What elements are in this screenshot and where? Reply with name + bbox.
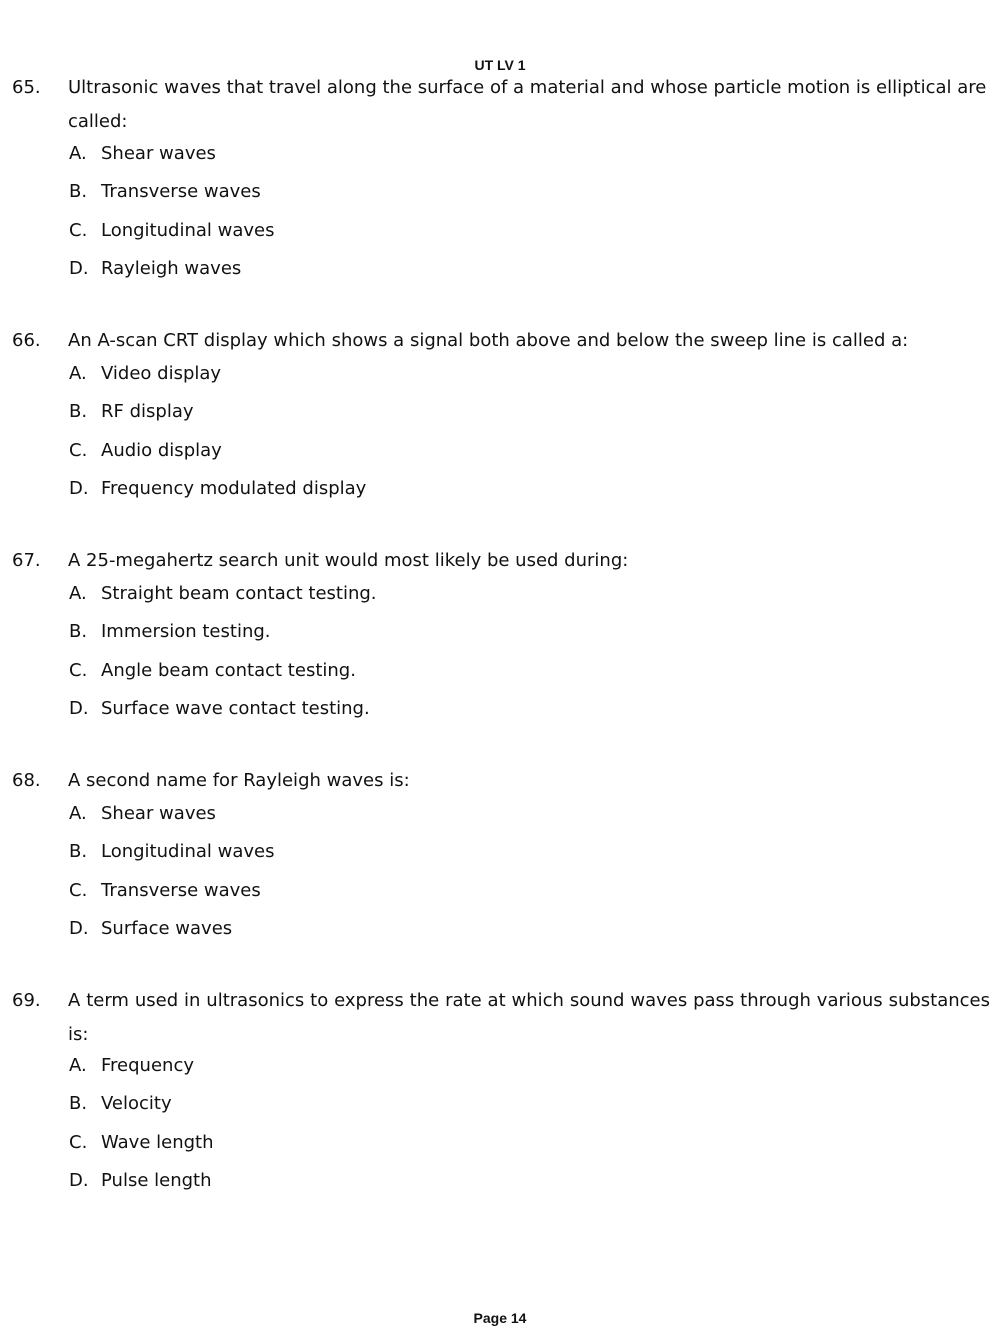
- answer-option-b: [69, 618, 377, 656]
- question-stem: Ultrasonic waves that travel along the surface of a material and whose particle motion is elliptical are called:: [68, 77, 987, 132]
- answer-option-c: [69, 217, 274, 255]
- answer-option-d: [69, 255, 274, 293]
- page-header: UT LV 1: [474, 57, 526, 73]
- option-letter: B.: [69, 841, 88, 863]
- page-footer: Page 14: [473, 1310, 527, 1326]
- question-number: 65.: [12, 77, 41, 98]
- answer-option-a: [69, 580, 377, 618]
- option-letter: C.: [69, 659, 88, 681]
- answer-options: [69, 580, 377, 733]
- answer-option-b: [69, 398, 366, 436]
- option-text: Wave length: [101, 1131, 214, 1153]
- option-letter: A.: [69, 1055, 87, 1076]
- option-text: Transverse waves: [101, 181, 261, 203]
- answer-options: [69, 1052, 214, 1205]
- question-stem: A 25-megahertz search unit would most likely be used during:: [68, 550, 629, 571]
- answer-options: [69, 140, 274, 293]
- option-letter: B.: [69, 1093, 88, 1115]
- option-letter: A.: [69, 583, 87, 604]
- answer-option-b: [69, 1090, 214, 1128]
- option-text: Angle beam contact testing.: [101, 659, 356, 681]
- question-stem: A second name for Rayleigh waves is:: [68, 770, 410, 791]
- option-text: Frequency modulated display: [101, 477, 367, 499]
- option-text: RF display: [101, 401, 194, 423]
- answer-option-d: [69, 475, 366, 513]
- option-letter: B.: [69, 621, 88, 643]
- question-stem: An A-scan CRT display which shows a signal both above and below the sweep line is called a:: [68, 330, 909, 351]
- option-letter: A.: [69, 803, 87, 824]
- option-letter: D.: [69, 477, 89, 499]
- answer-option-d: [69, 915, 274, 953]
- answer-options: [69, 800, 274, 953]
- answer-option-a: [69, 1052, 214, 1090]
- answer-option-a: [69, 140, 274, 178]
- option-letter: B.: [69, 401, 88, 423]
- option-text: Transverse waves: [101, 879, 261, 901]
- option-text: Shear waves: [101, 803, 216, 824]
- option-text: Surface waves: [101, 917, 233, 939]
- option-text: Audio display: [101, 439, 222, 461]
- option-letter: D.: [69, 257, 89, 279]
- option-text: Longitudinal waves: [101, 841, 275, 863]
- option-letter: C.: [69, 879, 88, 901]
- option-letter: C.: [69, 219, 88, 241]
- option-letter: C.: [69, 1131, 88, 1153]
- option-text: Velocity: [101, 1093, 172, 1115]
- answer-option-c: [69, 437, 366, 475]
- answer-option-c: [69, 657, 377, 695]
- answer-option-a: [69, 800, 274, 838]
- option-text: Straight beam contact testing.: [101, 583, 377, 604]
- question-number: 68.: [12, 770, 41, 791]
- option-letter: A.: [69, 363, 87, 384]
- answer-option-a: [69, 360, 366, 398]
- option-letter: A.: [69, 143, 87, 164]
- option-letter: D.: [69, 917, 89, 939]
- answer-option-c: [69, 877, 274, 915]
- option-text: Surface wave contact testing.: [101, 697, 370, 719]
- answer-options: [69, 360, 366, 513]
- answer-option-b: [69, 838, 274, 876]
- question-stem: A term used in ultrasonics to express the rate at which sound waves pass through various substances is:: [68, 990, 990, 1045]
- answer-option-d: [69, 1167, 214, 1205]
- option-letter: D.: [69, 697, 89, 719]
- answer-option-d: [69, 695, 377, 733]
- option-text: Rayleigh waves: [101, 257, 242, 279]
- option-letter: B.: [69, 181, 88, 203]
- option-text: Pulse length: [101, 1169, 212, 1191]
- option-text: Shear waves: [101, 143, 216, 164]
- answer-option-c: [69, 1129, 214, 1167]
- answer-option-b: [69, 178, 274, 216]
- question-number: 66.: [12, 330, 41, 351]
- option-text: Longitudinal waves: [101, 219, 275, 241]
- question-number: 69.: [12, 990, 41, 1011]
- question-number: 67.: [12, 550, 41, 571]
- option-text: Immersion testing.: [101, 621, 271, 643]
- option-letter: C.: [69, 439, 88, 461]
- option-text: Video display: [101, 363, 222, 384]
- option-text: Frequency: [101, 1055, 194, 1076]
- option-letter: D.: [69, 1169, 89, 1191]
